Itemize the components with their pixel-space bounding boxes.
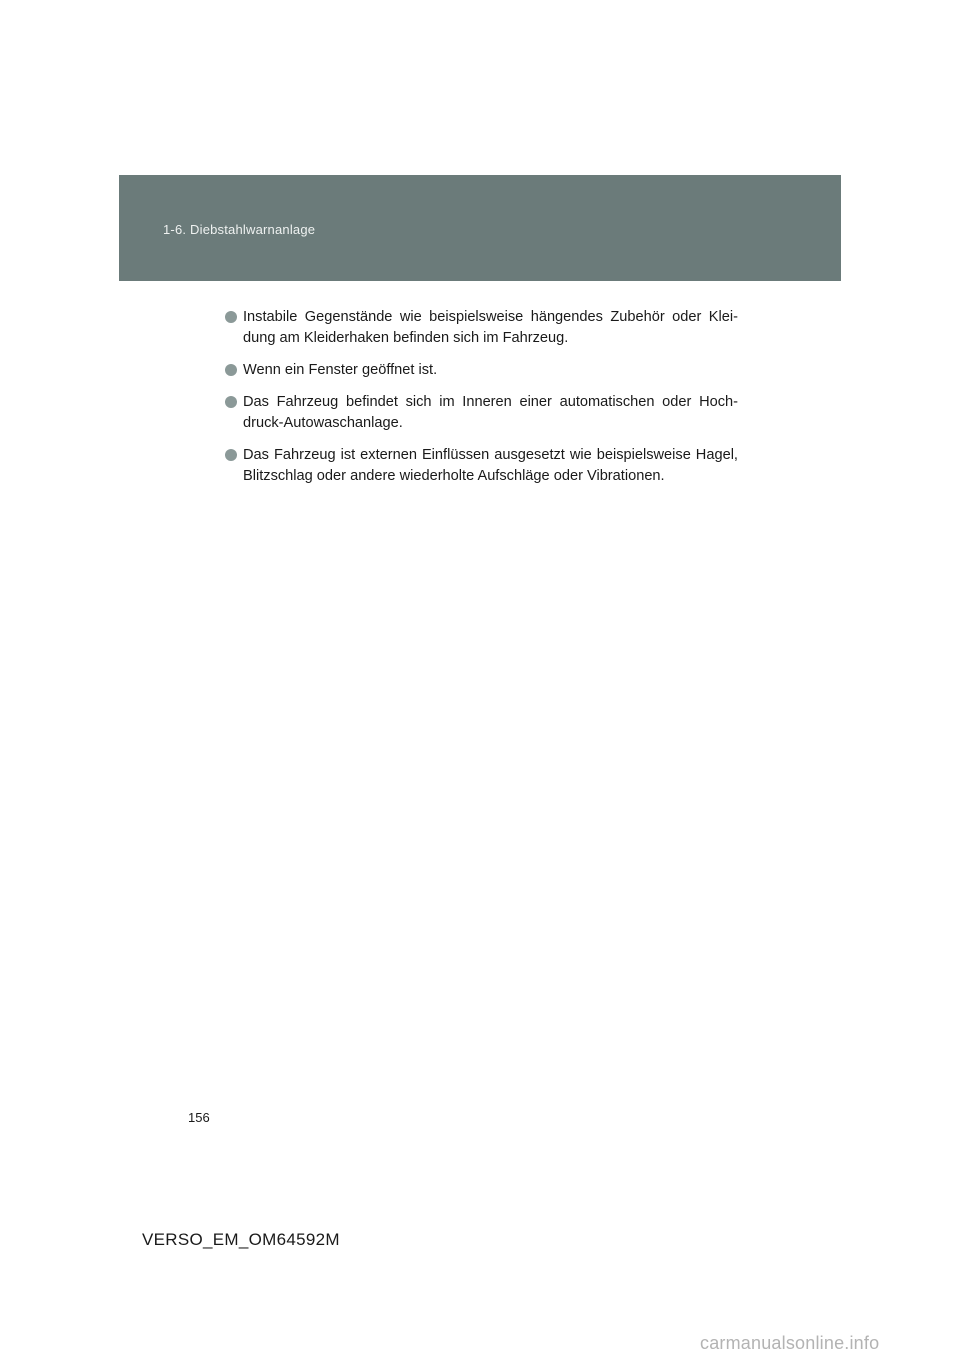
section-title: 1-6. Diebstahlwarnanlage [163, 222, 316, 237]
list-item-text: Instabile Gegenstände wie beispielsweise hängendes Zubehör oder Klei-dung am Kleiderhaken befinden sich im Fahrzeug. [243, 309, 738, 346]
bullet-dot-icon [225, 311, 237, 323]
page-number: 156 [188, 1110, 210, 1125]
list-item [222, 307, 738, 349]
list-item [222, 392, 738, 434]
watermark-text: carmanualsonline.info [700, 1333, 880, 1353]
list-item [222, 360, 738, 381]
bullet-list [222, 307, 738, 498]
list-item-text: Wenn ein Fenster geöffnet ist. [243, 362, 438, 378]
section-header-band [119, 175, 841, 281]
bullet-dot-icon [225, 364, 237, 376]
bullet-dot-icon [225, 396, 237, 408]
list-item [222, 445, 738, 487]
list-item-text: Das Fahrzeug befindet sich im Inneren einer automatischen oder Hoch-druck-Autowaschanlage. [243, 394, 738, 431]
bullet-dot-icon [225, 449, 237, 461]
list-item-text: Das Fahrzeug ist externen Einflüssen ausgesetzt wie beispielsweise Hagel, Blitzschlag oder andere wiederholte Aufschläge oder Vibrationen. [243, 447, 738, 484]
document-id: VERSO_EM_OM64592M [142, 1230, 340, 1249]
